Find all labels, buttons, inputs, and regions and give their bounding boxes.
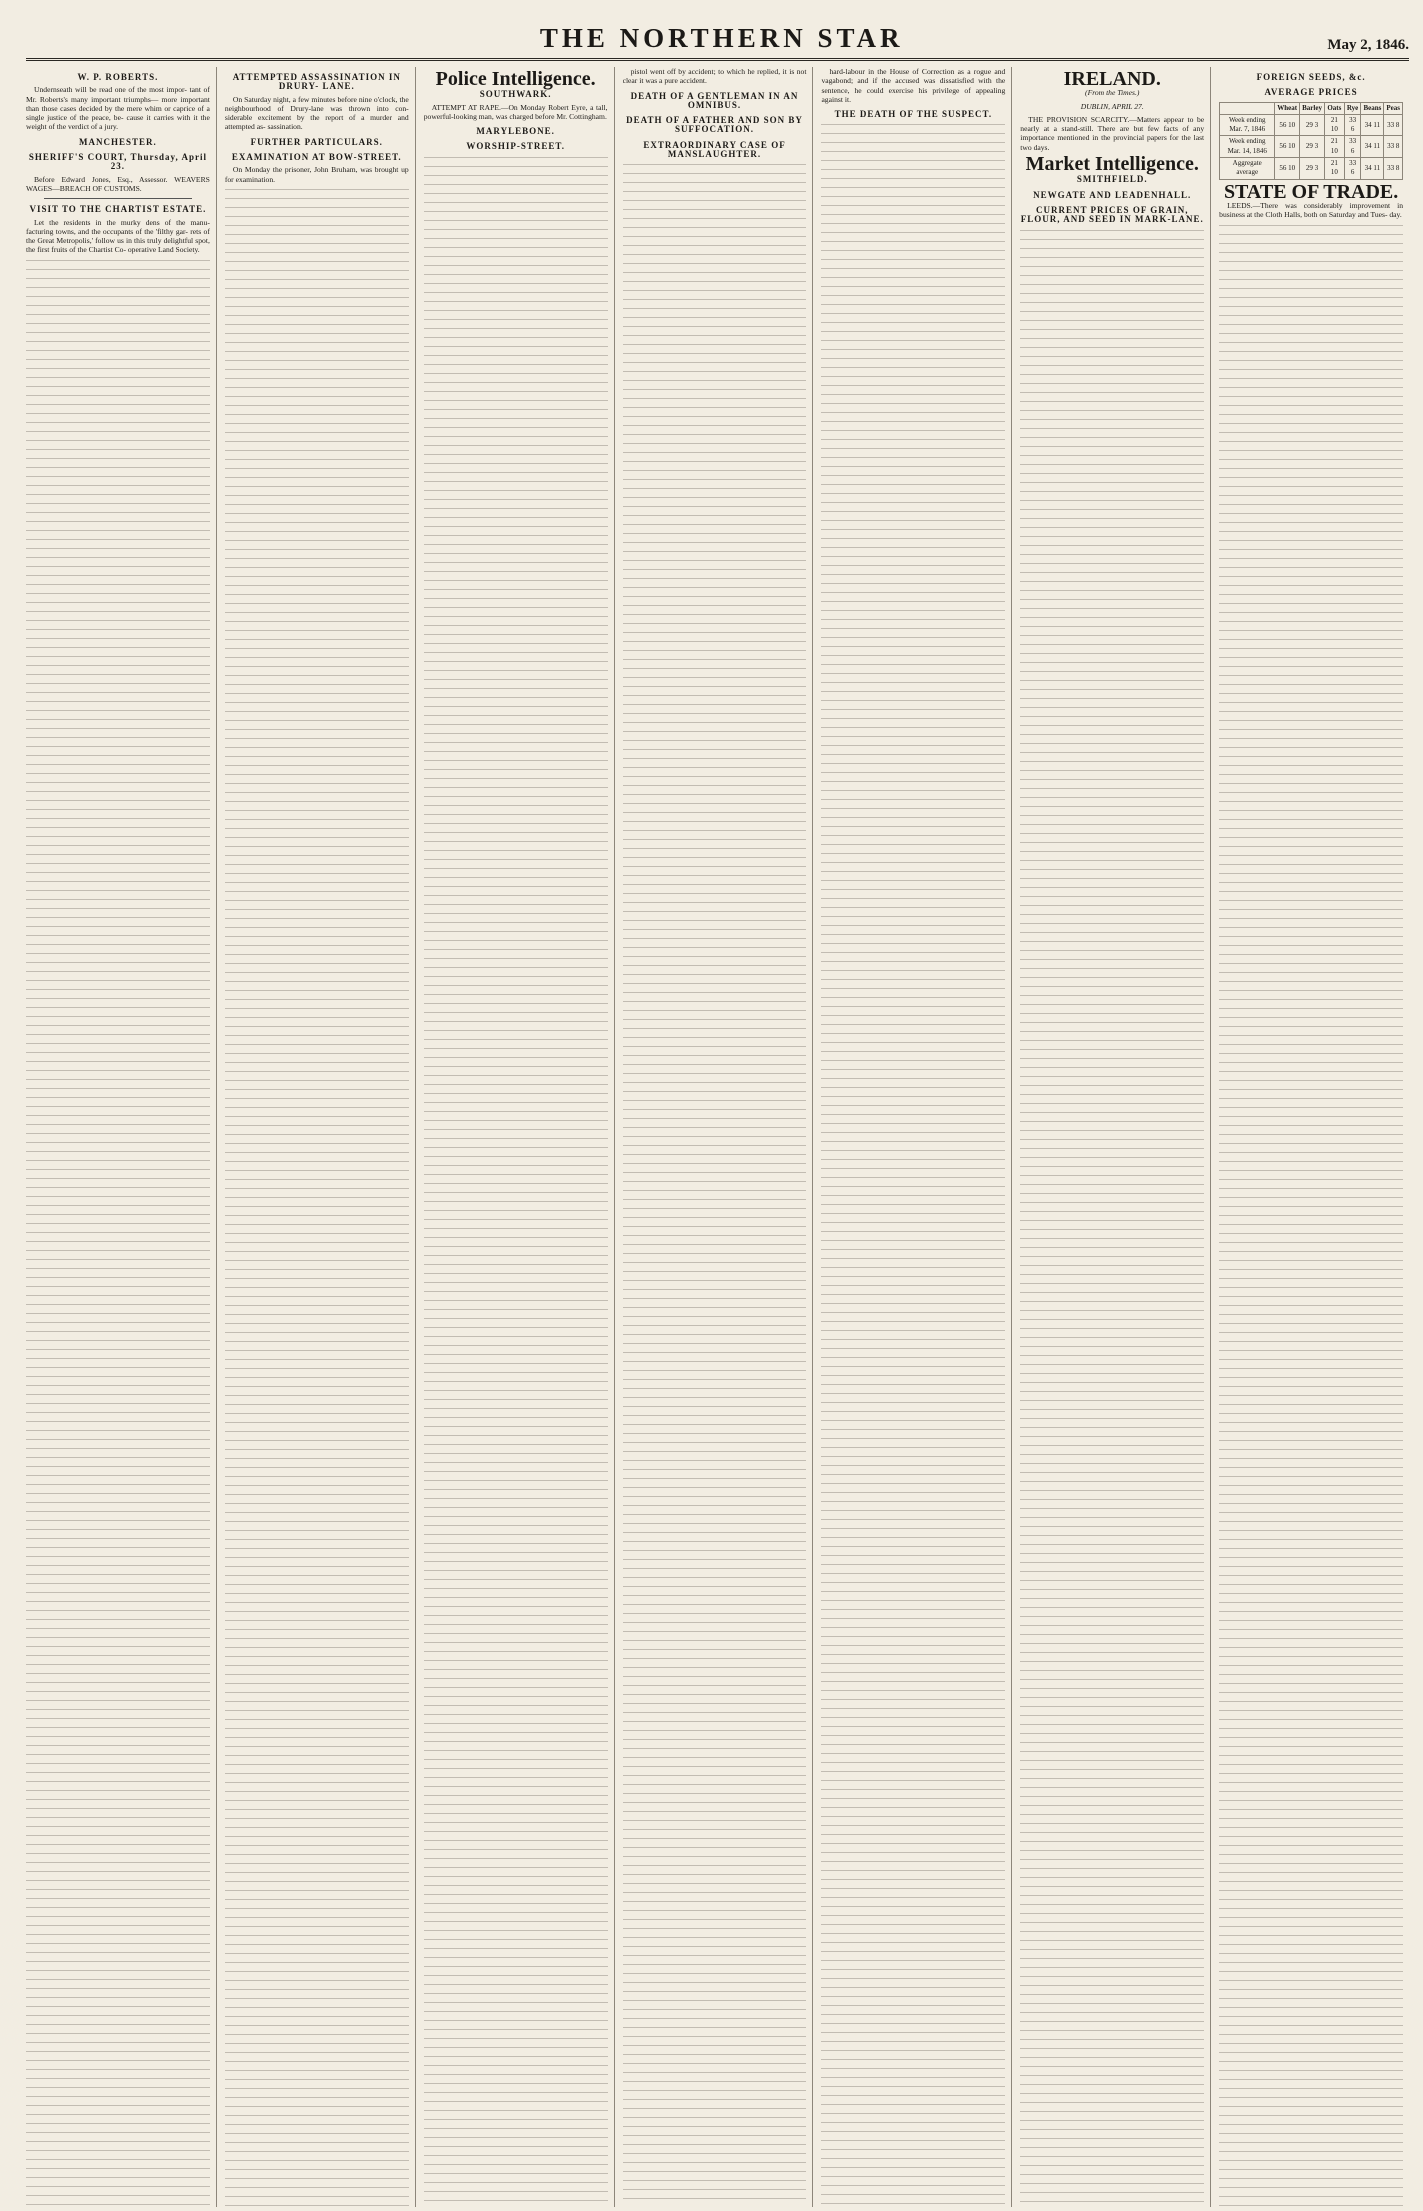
article-heading: SMITHFIELD. bbox=[1076, 174, 1148, 185]
column-3 bbox=[424, 67, 615, 2207]
article-heading: THE DEATH OF THE SUSPECT. bbox=[834, 109, 993, 120]
article-heading: ATTEMPTED ASSASSINATION IN DRURY- LANE. bbox=[232, 72, 401, 92]
table-row bbox=[1220, 158, 1403, 180]
article-heading: MARYLEBONE. bbox=[476, 126, 555, 137]
article-heading: AVERAGE PRICES bbox=[1264, 87, 1358, 98]
table-cell: 33 8 bbox=[1384, 136, 1403, 158]
dateline: DUBLIN, APRIL 27. bbox=[1080, 101, 1144, 111]
table-cell: 56 10 bbox=[1275, 114, 1300, 136]
section-title: IRELAND. bbox=[1063, 68, 1161, 90]
article-heading: NEWGATE AND LEADENHALL. bbox=[1033, 189, 1192, 200]
article-heading: EXTRAORDINARY CASE OF MANSLAUGHTER. bbox=[643, 139, 786, 160]
table-cell: 33 6 bbox=[1344, 114, 1361, 136]
table-cell: 33 6 bbox=[1344, 158, 1361, 180]
article-title: W. P. ROBERTS. bbox=[77, 72, 159, 82]
average-prices-table bbox=[1219, 102, 1403, 180]
table-cell: 33 6 bbox=[1344, 136, 1361, 158]
article-text: LEEDS.—There was considerably improvement in business at the Cloth Halls, both on Saturday and Tues- day. bbox=[1219, 200, 1404, 220]
article-text: hard-labour in the House of Correction as a rogue and vagabond; and if the accused was dissatisfied with the sentence, he could exercise his privilege of appealing against it. bbox=[821, 67, 1006, 104]
article-text: Undernseath will be read one of the most impor- tant of Mr. Roberts's many important triumphs— more important than those cases decided by the mere whim or caprice of a single justice of the peace, be- cause it carries with it the weight of the verdict of a jury. bbox=[26, 85, 210, 132]
article-heading: VISIT TO THE CHARTIST ESTATE. bbox=[29, 204, 207, 215]
column-5 bbox=[821, 67, 1012, 2207]
article-text: Let the residents in the murky dens of the manu- facturing towns, and the occupants of the 'filthy gar- rets of the Great Metropolis,' follow us in this truly delightful spot, the first fruits of the Chartist Co- operative Land Society. bbox=[26, 217, 210, 255]
table-cell: 33 8 bbox=[1384, 158, 1403, 180]
article-text: pistol went off by accident; to which he replied, it is not clear it was a pure accident. bbox=[622, 67, 807, 86]
column-4 bbox=[623, 67, 814, 2207]
issue-date: May 2, 1846. bbox=[1327, 37, 1409, 53]
masthead bbox=[26, 20, 1409, 61]
article-heading: EXAMINATION AT BOW-STREET. bbox=[231, 152, 402, 163]
newspaper-title: THE NORTHERN STAR bbox=[539, 23, 904, 53]
price-header: Rye bbox=[1344, 102, 1361, 114]
price-header: Oats bbox=[1324, 102, 1344, 114]
section-title: Police Intelligence. bbox=[435, 68, 596, 90]
table-cell: 34 11 bbox=[1361, 114, 1384, 136]
table-cell: 21 10 bbox=[1324, 114, 1344, 136]
table-cell: Week ending Mar. 7, 1846 bbox=[1220, 114, 1275, 136]
article-text: ATTEMPT AT RAPE.—On Monday Robert Eyre, a tall, powerful-looking man, was charged before Mr. Cottingham. bbox=[423, 102, 608, 121]
column-6 bbox=[1020, 67, 1211, 2207]
column-1 bbox=[26, 67, 217, 2207]
article-heading: FOREIGN SEEDS, &c. bbox=[1256, 72, 1366, 82]
article-heading: MANCHESTER. bbox=[79, 136, 157, 147]
column-7 bbox=[1219, 67, 1409, 2207]
price-header: Wheat bbox=[1275, 102, 1300, 114]
article-heading: CURRENT PRICES OF GRAIN, FLOUR, AND SEED IN MARK-LANE. bbox=[1020, 204, 1204, 225]
article-text: Before Edward Jones, Esq., Assessor. WEAVERS WAGES—BREACH OF CUSTOMS. bbox=[26, 174, 210, 193]
article-heading: DEATH OF A FATHER AND SON BY SUFFOCATION. bbox=[626, 115, 803, 135]
article-text: On Saturday night, a few minutes before nine o'clock, the neighbourhood of Drury-lane was thrown into con- siderable excitement by the report of a murder and attempted as- sassination. bbox=[224, 94, 409, 132]
table-cell: Aggregate average bbox=[1220, 158, 1275, 180]
section-title: STATE OF TRADE. bbox=[1223, 180, 1399, 203]
article-heading: SHERIFF'S COURT, Thursday, April 23. bbox=[28, 152, 207, 172]
column-2 bbox=[225, 67, 416, 2207]
article-heading: SOUTHWARK. bbox=[479, 89, 552, 100]
section-title: Market Intelligence. bbox=[1025, 153, 1199, 176]
table-cell: 33 8 bbox=[1384, 114, 1403, 136]
table-row bbox=[1220, 114, 1403, 136]
article-text: On Monday the prisoner, John Bruham, was brought up for examination. bbox=[224, 165, 409, 184]
table-cell: 29 3 bbox=[1300, 114, 1325, 136]
table-cell: 56 10 bbox=[1275, 158, 1300, 180]
article-heading: DEATH OF A GENTLEMAN IN AN OMNIBUS. bbox=[630, 90, 799, 110]
table-cell: 21 10 bbox=[1324, 158, 1344, 180]
price-header: Barley bbox=[1300, 102, 1325, 114]
table-cell: 34 11 bbox=[1361, 136, 1384, 158]
table-cell: 34 11 bbox=[1361, 158, 1384, 180]
table-cell: 56 10 bbox=[1275, 136, 1300, 158]
article-heading: WORSHIP-STREET. bbox=[466, 141, 565, 152]
table-row bbox=[1220, 136, 1403, 158]
table-cell: 29 3 bbox=[1300, 158, 1325, 180]
article-text: THE PROVISION SCARCITY.—Matters appear to be nearly at a stand-still. There are but few facts of any importance mentioned in the provincial papers for the last two days. bbox=[1020, 114, 1205, 152]
article-heading: FURTHER PARTICULARS. bbox=[250, 136, 383, 147]
table-cell: Week ending Mar. 14, 1846 bbox=[1220, 136, 1275, 158]
table-cell: 21 10 bbox=[1324, 136, 1344, 158]
price-header: Beans bbox=[1361, 102, 1384, 114]
price-header: Peas bbox=[1384, 102, 1403, 114]
table-cell: 29 3 bbox=[1300, 136, 1325, 158]
source-note: (From the Times.) bbox=[1085, 88, 1140, 98]
